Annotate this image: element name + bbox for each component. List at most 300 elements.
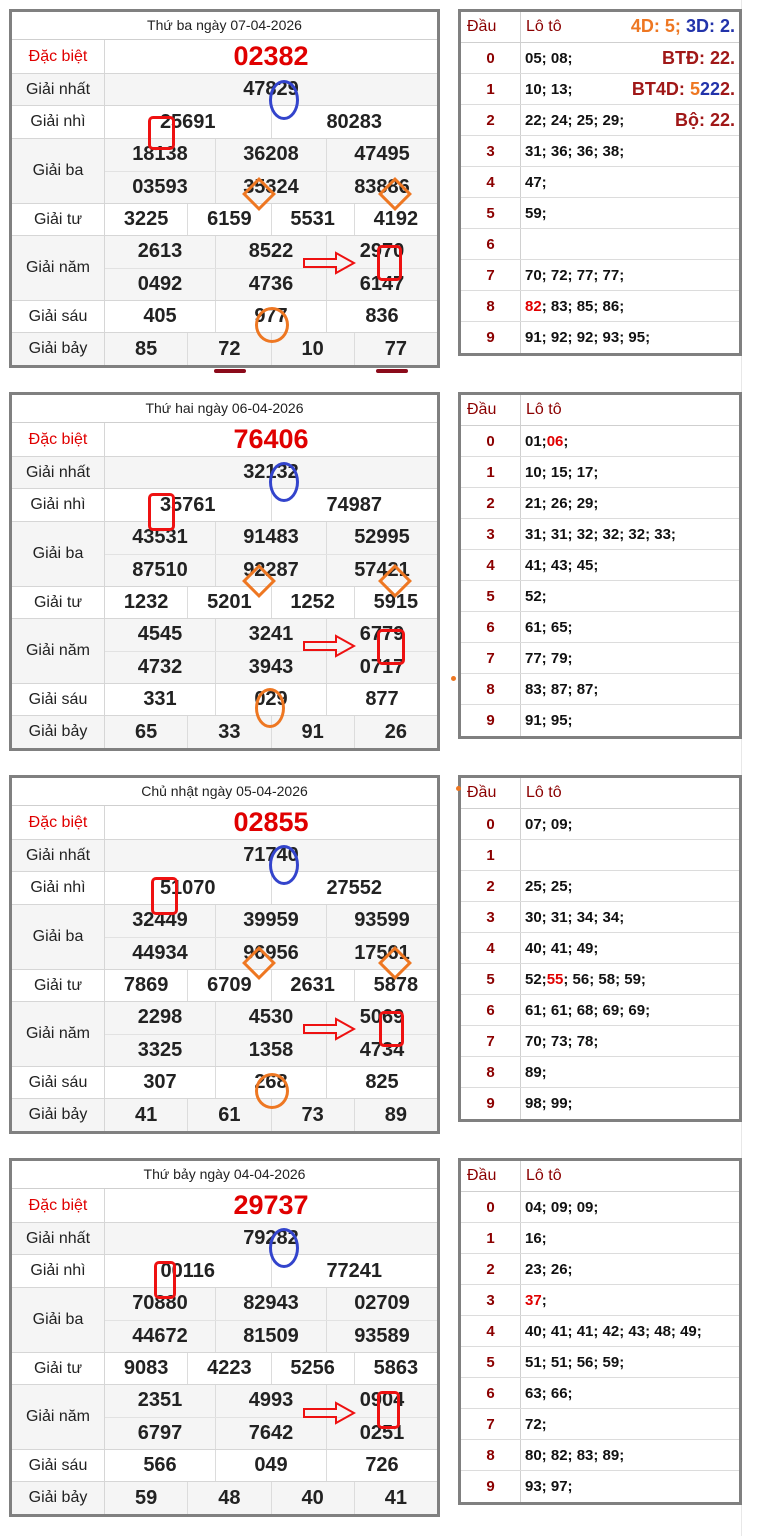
loto-row bbox=[461, 933, 739, 964]
fifth-prize-number: 4732 bbox=[137, 655, 183, 678]
loto-number-list: 98; 99; bbox=[525, 1095, 573, 1112]
loto-row bbox=[461, 291, 739, 322]
loto-row bbox=[461, 902, 739, 933]
third-prize-label: Giải ba bbox=[12, 139, 105, 203]
third-prize-number: 43531 bbox=[132, 526, 188, 549]
second-prize-label: Giải nhì bbox=[12, 872, 105, 904]
sixth-prize-number: 029 bbox=[215, 684, 326, 715]
fifth-prize-number: 2351 bbox=[137, 1389, 183, 1412]
loto-number-list: 91; 92; 92; 93; 95; bbox=[525, 329, 651, 346]
fifth-prize-number: 5069 bbox=[326, 1002, 437, 1034]
first-prize-values bbox=[105, 74, 437, 105]
loto-head-digit: 4 bbox=[461, 933, 521, 963]
stat-line bbox=[662, 48, 735, 69]
special-prize-label: Đặc biệt bbox=[12, 1189, 105, 1222]
loto-row bbox=[461, 229, 739, 260]
fifth-prize-number: 7642 bbox=[215, 1418, 326, 1450]
special-prize-number: 02382 bbox=[233, 41, 309, 71]
loto-row bbox=[461, 1088, 739, 1119]
fourth-prize-row bbox=[12, 587, 437, 619]
loto-row bbox=[461, 612, 739, 643]
loto-head-digit: 3 bbox=[461, 136, 521, 166]
loto-head-digit: 6 bbox=[461, 995, 521, 1025]
stat-btd-label: BTĐ: bbox=[661, 48, 705, 68]
loto-head-digit: 3 bbox=[461, 902, 521, 932]
loto-row bbox=[461, 43, 739, 74]
prize-line bbox=[105, 619, 437, 651]
loto-row bbox=[461, 1026, 739, 1057]
prize-line bbox=[105, 806, 437, 839]
third-prize-values bbox=[105, 905, 437, 969]
seventh-prize-values bbox=[105, 333, 437, 365]
arrow-shape bbox=[304, 636, 354, 656]
loto-values bbox=[521, 457, 739, 487]
third-prize-number: 02709 bbox=[326, 1288, 437, 1320]
loto-number-list: 40; 41; 41; 42; 43; 48; 49; bbox=[525, 1322, 702, 1340]
loto-values bbox=[521, 260, 739, 290]
sixth-prize-number: 307 bbox=[143, 1071, 177, 1093]
second-prize-number: 51070 bbox=[159, 876, 216, 899]
loto-values bbox=[521, 1223, 739, 1253]
prize-line bbox=[105, 1034, 437, 1067]
loto-header bbox=[461, 1161, 739, 1192]
loto-values bbox=[521, 426, 739, 456]
loto-number-list: 04; 09; 09; bbox=[525, 1198, 599, 1216]
loto-values bbox=[521, 674, 739, 704]
loto-row bbox=[461, 964, 739, 995]
loto-values bbox=[521, 74, 739, 104]
special-prize-label: Đặc biệt bbox=[12, 806, 105, 839]
seventh-prize-number: 41 bbox=[354, 1482, 437, 1514]
loto-values bbox=[521, 933, 739, 963]
prize-line bbox=[105, 171, 437, 204]
fifth-prize-number: 0904 bbox=[326, 1385, 437, 1417]
seventh-prize-number: 89 bbox=[354, 1099, 437, 1131]
second-prize-number: 74987 bbox=[271, 489, 438, 521]
loto-number-list: 47; bbox=[525, 173, 547, 191]
loto-number-list: 30; 31; 34; 34; bbox=[525, 908, 625, 926]
loto-values bbox=[521, 1316, 739, 1346]
fifth-prize-row bbox=[12, 1002, 437, 1067]
loto-head-digit: 8 bbox=[461, 674, 521, 704]
loto-row bbox=[461, 519, 739, 550]
stat-btd-value: 22. bbox=[709, 48, 735, 68]
first-prize-label: Giải nhất bbox=[12, 74, 105, 105]
loto-head-digit: 5 bbox=[461, 964, 521, 994]
loto-row bbox=[461, 1347, 739, 1378]
loto-row bbox=[461, 1378, 739, 1409]
prize-line bbox=[105, 1417, 437, 1450]
third-prize-number: 57421 bbox=[326, 555, 437, 587]
sixth-prize-number: 825 bbox=[326, 1067, 437, 1098]
loto-head-digit: 5 bbox=[461, 198, 521, 228]
loto-head-digit: 7 bbox=[461, 260, 521, 290]
loto-number-list: 72; bbox=[525, 1415, 547, 1433]
prize-line bbox=[105, 872, 437, 904]
loto-head-digit: 1 bbox=[461, 457, 521, 487]
loto-row bbox=[461, 1057, 739, 1088]
loto-row bbox=[461, 581, 739, 612]
loto-number-list: 51; 51; 56; 59; bbox=[525, 1353, 625, 1371]
loto-head-digit: 5 bbox=[461, 1347, 521, 1377]
loto-row bbox=[461, 105, 739, 136]
special-prize-row bbox=[12, 423, 437, 457]
seventh-prize-label: Giải bảy bbox=[12, 333, 105, 365]
loto-number-list: 22; 24; 25; 29; bbox=[525, 111, 625, 129]
sixth-prize-row bbox=[12, 301, 437, 333]
fourth-prize-values bbox=[105, 970, 437, 1001]
prize-line bbox=[105, 489, 437, 521]
loto-number-list: 61; 61; 68; 69; 69; bbox=[525, 1001, 651, 1019]
fourth-prize-number: 5531 bbox=[271, 204, 354, 235]
loto-values bbox=[521, 1347, 739, 1377]
loto-header-label: Lô tô bbox=[526, 1167, 562, 1184]
loto-number-list: 70; 72; 77; 77; bbox=[525, 266, 625, 284]
loto-table bbox=[458, 392, 742, 739]
special-prize-values bbox=[105, 40, 437, 73]
second-prize-number: 80283 bbox=[271, 106, 438, 138]
fifth-prize-number: 0717 bbox=[326, 652, 437, 684]
fifth-prize-values bbox=[105, 619, 437, 683]
loto-head-digit: 0 bbox=[461, 809, 521, 839]
loto-values bbox=[521, 167, 739, 197]
fourth-prize-number: 5201 bbox=[187, 587, 270, 618]
stat-4d-label: 4D: bbox=[630, 16, 660, 36]
loto-head-digit: 7 bbox=[461, 643, 521, 673]
fourth-prize-label: Giải tư bbox=[12, 970, 105, 1001]
red-arrow-icon bbox=[302, 1017, 356, 1041]
fifth-prize-row bbox=[12, 1385, 437, 1450]
orange-dot-mark bbox=[451, 676, 456, 681]
prize-line bbox=[105, 333, 437, 365]
loto-number-list: 70; 73; 78; bbox=[525, 1032, 599, 1050]
second-prize-label: Giải nhì bbox=[12, 1255, 105, 1287]
prize-line bbox=[105, 268, 437, 301]
prize-line bbox=[105, 1320, 437, 1353]
loto-row bbox=[461, 1440, 739, 1471]
prize-line bbox=[105, 937, 437, 970]
result-table bbox=[9, 9, 440, 368]
loto-row bbox=[461, 1285, 739, 1316]
second-prize-values bbox=[105, 489, 437, 521]
sixth-prize-number: 877 bbox=[326, 684, 437, 715]
sixth-prize-label: Giải sáu bbox=[12, 1450, 105, 1481]
loto-row bbox=[461, 643, 739, 674]
stat-3d-value: 2. bbox=[719, 16, 735, 36]
third-prize-row bbox=[12, 1288, 437, 1353]
sixth-prize-number: 836 bbox=[326, 301, 437, 332]
fourth-prize-number: 2631 bbox=[271, 970, 354, 1001]
loto-head-digit: 2 bbox=[461, 1254, 521, 1284]
fourth-prize-number: 4223 bbox=[187, 1353, 270, 1384]
third-prize-row bbox=[12, 905, 437, 970]
fourth-prize-number: 5256 bbox=[271, 1353, 354, 1384]
stat-bt4d-label: BT4D: bbox=[631, 79, 685, 99]
first-prize-row bbox=[12, 457, 437, 489]
sixth-prize-number: 405 bbox=[143, 305, 177, 327]
prize-line bbox=[105, 1385, 437, 1417]
fourth-prize-label: Giải tư bbox=[12, 1353, 105, 1384]
stat-line bbox=[632, 79, 735, 100]
sixth-prize-number: 726 bbox=[326, 1450, 437, 1481]
third-prize-label: Giải ba bbox=[12, 522, 105, 586]
loto-values bbox=[521, 291, 739, 321]
first-prize-row bbox=[12, 840, 437, 872]
first-prize-number: 79282 bbox=[243, 1227, 299, 1249]
second-prize-row bbox=[12, 489, 437, 522]
first-prize-row bbox=[12, 74, 437, 106]
third-prize-values bbox=[105, 1288, 437, 1352]
prize-line bbox=[105, 970, 437, 1001]
loto-row bbox=[461, 167, 739, 198]
seventh-prize-values bbox=[105, 716, 437, 748]
sixth-prize-values bbox=[105, 1067, 437, 1098]
loto-row bbox=[461, 1254, 739, 1285]
second-prize-label: Giải nhì bbox=[12, 106, 105, 138]
loto-header bbox=[461, 395, 739, 426]
loto-values bbox=[521, 550, 739, 580]
seventh-prize-row bbox=[12, 1099, 437, 1131]
loto-values bbox=[521, 198, 739, 228]
second-prize-number: 00116 bbox=[160, 1259, 215, 1282]
loto-number-list: 07; 09; bbox=[525, 815, 573, 833]
loto-values bbox=[521, 43, 739, 73]
second-prize-number: 27552 bbox=[271, 872, 438, 904]
loto-row bbox=[461, 74, 739, 105]
third-prize-row bbox=[12, 522, 437, 587]
prize-line bbox=[105, 1288, 437, 1320]
loto-header-label: Lô tô bbox=[526, 784, 562, 801]
loto-row bbox=[461, 809, 739, 840]
third-prize-label: Giải ba bbox=[12, 905, 105, 969]
loto-values bbox=[521, 1285, 739, 1315]
fourth-prize-number: 5878 bbox=[354, 970, 437, 1001]
first-prize-row bbox=[12, 1223, 437, 1255]
loto-number-list: ; 83; 85; 86; bbox=[541, 297, 625, 315]
result-table bbox=[9, 1158, 440, 1517]
third-prize-number: 44934 bbox=[132, 941, 188, 964]
loto-number-list: 83; 87; 87; bbox=[525, 680, 599, 698]
loto-row bbox=[461, 198, 739, 229]
first-prize-label: Giải nhất bbox=[12, 840, 105, 871]
third-prize-number: 83886 bbox=[326, 172, 437, 204]
third-prize-number: 92287 bbox=[215, 555, 326, 587]
loto-values bbox=[521, 964, 739, 994]
loto-header-cell bbox=[521, 778, 739, 808]
fourth-prize-row bbox=[12, 970, 437, 1002]
second-prize-values bbox=[105, 872, 437, 904]
prize-line bbox=[105, 1255, 437, 1287]
special-prize-number: 02855 bbox=[233, 807, 309, 837]
third-prize-number: 44672 bbox=[132, 1324, 188, 1347]
seventh-prize-label: Giải bảy bbox=[12, 1482, 105, 1514]
prize-line bbox=[105, 651, 437, 684]
loto-values bbox=[521, 1026, 739, 1056]
special-prize-values bbox=[105, 1189, 437, 1222]
special-prize-row bbox=[12, 806, 437, 840]
seventh-prize-number: 40 bbox=[271, 1482, 354, 1514]
loto-number-list: 01; bbox=[525, 432, 547, 450]
fourth-prize-number: 1252 bbox=[271, 587, 354, 618]
loto-row bbox=[461, 840, 739, 871]
loto-header-cell bbox=[521, 1161, 739, 1191]
fifth-prize-row bbox=[12, 619, 437, 684]
first-prize-number: 32132 bbox=[243, 461, 299, 483]
fifth-prize-label: Giải năm bbox=[12, 619, 105, 683]
loto-head-digit: 4 bbox=[461, 1316, 521, 1346]
loto-values bbox=[521, 643, 739, 673]
fifth-prize-number: 4734 bbox=[326, 1035, 437, 1067]
loto-header bbox=[461, 778, 739, 809]
sixth-prize-row bbox=[12, 684, 437, 716]
first-prize-values bbox=[105, 840, 437, 871]
loto-number-list: 91; 95; bbox=[525, 712, 573, 729]
fourth-prize-label: Giải tư bbox=[12, 587, 105, 618]
loto-values bbox=[521, 105, 739, 135]
loto-number-tail: ; bbox=[563, 432, 569, 450]
stat-bt4d-digit: 2 bbox=[699, 79, 710, 99]
loto-number-list: 31; 31; 32; 32; 32; 33; bbox=[525, 525, 676, 543]
prize-line bbox=[105, 1450, 437, 1481]
third-prize-values bbox=[105, 139, 437, 203]
loto-head-digit: 6 bbox=[461, 612, 521, 642]
loto-values bbox=[521, 902, 739, 932]
fourth-prize-number: 6159 bbox=[187, 204, 270, 235]
loto-head-digit: 8 bbox=[461, 1057, 521, 1087]
special-prize-row bbox=[12, 1189, 437, 1223]
loto-number-list: 10; 13; bbox=[525, 80, 573, 98]
sixth-prize-row bbox=[12, 1067, 437, 1099]
fifth-prize-number: 2970 bbox=[326, 236, 437, 268]
loto-number-list: 21; 26; 29; bbox=[525, 494, 599, 512]
stats-4d-3d bbox=[631, 16, 735, 37]
loto-row bbox=[461, 426, 739, 457]
red-arrow-icon bbox=[302, 634, 356, 658]
third-prize-number: 93599 bbox=[326, 905, 437, 937]
fourth-prize-row bbox=[12, 204, 437, 236]
first-prize-number: 71740 bbox=[243, 844, 299, 866]
fifth-prize-number: 8522 bbox=[215, 236, 326, 268]
stat-3d-label: 3D: bbox=[685, 16, 715, 36]
prize-line bbox=[105, 905, 437, 937]
loto-values bbox=[521, 1088, 739, 1119]
sixth-prize-values bbox=[105, 1450, 437, 1481]
loto-head-digit: 5 bbox=[461, 581, 521, 611]
loto-row bbox=[461, 260, 739, 291]
draw-date-title: Thứ ba ngày 07-04-2026 bbox=[12, 12, 437, 40]
third-prize-number: 35324 bbox=[215, 172, 326, 204]
prize-line bbox=[105, 457, 437, 488]
red-underline-mark bbox=[214, 369, 246, 373]
loto-row bbox=[461, 488, 739, 519]
third-prize-number: 47495 bbox=[326, 139, 437, 171]
loto-values bbox=[521, 871, 739, 901]
loto-head-digit: 1 bbox=[461, 840, 521, 870]
loto-number-list: 63; 66; bbox=[525, 1384, 573, 1402]
loto-number-list: 59; bbox=[525, 204, 547, 222]
prize-line bbox=[105, 1099, 437, 1131]
loto-head-digit: 4 bbox=[461, 550, 521, 580]
loto-head-digit: 8 bbox=[461, 1440, 521, 1470]
loto-head-digit: 7 bbox=[461, 1026, 521, 1056]
result-table bbox=[9, 392, 440, 751]
loto-row bbox=[461, 322, 739, 353]
fourth-prize-row bbox=[12, 1353, 437, 1385]
prize-line bbox=[105, 684, 437, 715]
seventh-prize-number: 72 bbox=[187, 333, 270, 365]
prize-line bbox=[105, 554, 437, 587]
first-prize-values bbox=[105, 1223, 437, 1254]
loto-number-list: ; bbox=[541, 1291, 547, 1309]
stat-line bbox=[675, 110, 735, 131]
sixth-prize-number: 049 bbox=[215, 1450, 326, 1481]
fourth-prize-number: 4192 bbox=[354, 204, 437, 235]
loto-row bbox=[461, 1409, 739, 1440]
loto-number-list: 16; bbox=[525, 1229, 547, 1247]
stat-bt4d-digit: 5 bbox=[689, 79, 700, 99]
prize-line bbox=[105, 522, 437, 554]
loto-values bbox=[521, 995, 739, 1025]
loto-number-list: 80; 82; 83; 89; bbox=[525, 1446, 625, 1464]
loto-head-digit: 9 bbox=[461, 1471, 521, 1502]
prize-line bbox=[105, 1189, 437, 1222]
third-prize-row bbox=[12, 139, 437, 204]
fifth-prize-number: 4545 bbox=[137, 623, 183, 646]
loto-head-digit: 6 bbox=[461, 229, 521, 259]
loto-head-digit: 0 bbox=[461, 43, 521, 73]
second-prize-values bbox=[105, 106, 437, 138]
seventh-prize-number: 61 bbox=[187, 1099, 270, 1131]
prize-line bbox=[105, 139, 437, 171]
second-prize-number: 25691 bbox=[159, 110, 216, 133]
loto-head-digit: 2 bbox=[461, 105, 521, 135]
special-prize-number: 29737 bbox=[233, 1190, 309, 1220]
third-prize-number: 32449 bbox=[132, 909, 188, 932]
prize-line bbox=[105, 204, 437, 235]
loto-head-digit: 1 bbox=[461, 74, 521, 104]
seventh-prize-number: 10 bbox=[271, 333, 354, 365]
sixth-prize-values bbox=[105, 301, 437, 332]
prize-line bbox=[105, 587, 437, 618]
special-prize-label: Đặc biệt bbox=[12, 423, 105, 456]
loto-values bbox=[521, 488, 739, 518]
prize-line bbox=[105, 423, 437, 456]
second-prize-number: 77241 bbox=[271, 1255, 438, 1287]
fifth-prize-number: 2298 bbox=[137, 1006, 183, 1029]
fourth-prize-values bbox=[105, 204, 437, 235]
loto-row bbox=[461, 1192, 739, 1223]
result-table bbox=[9, 775, 440, 1134]
fourth-prize-number: 1232 bbox=[123, 591, 169, 613]
loto-values bbox=[521, 581, 739, 611]
fifth-prize-label: Giải năm bbox=[12, 1002, 105, 1066]
special-prize-label: Đặc biệt bbox=[12, 40, 105, 73]
loto-number-list: 40; 41; 49; bbox=[525, 939, 599, 957]
prize-line bbox=[105, 301, 437, 332]
special-prize-values bbox=[105, 806, 437, 839]
red-underline-mark bbox=[376, 369, 408, 373]
loto-values bbox=[521, 1378, 739, 1408]
fifth-prize-number: 3943 bbox=[215, 652, 326, 684]
loto-head-digit: 3 bbox=[461, 519, 521, 549]
prize-line bbox=[105, 236, 437, 268]
loto-header-label: Lô tô bbox=[526, 18, 562, 35]
seventh-prize-number: 85 bbox=[135, 337, 158, 360]
seventh-prize-number: 48 bbox=[187, 1482, 270, 1514]
second-prize-number: 35761 bbox=[159, 493, 216, 516]
seventh-prize-number: 65 bbox=[135, 720, 158, 743]
third-prize-number: 18138 bbox=[132, 143, 188, 166]
